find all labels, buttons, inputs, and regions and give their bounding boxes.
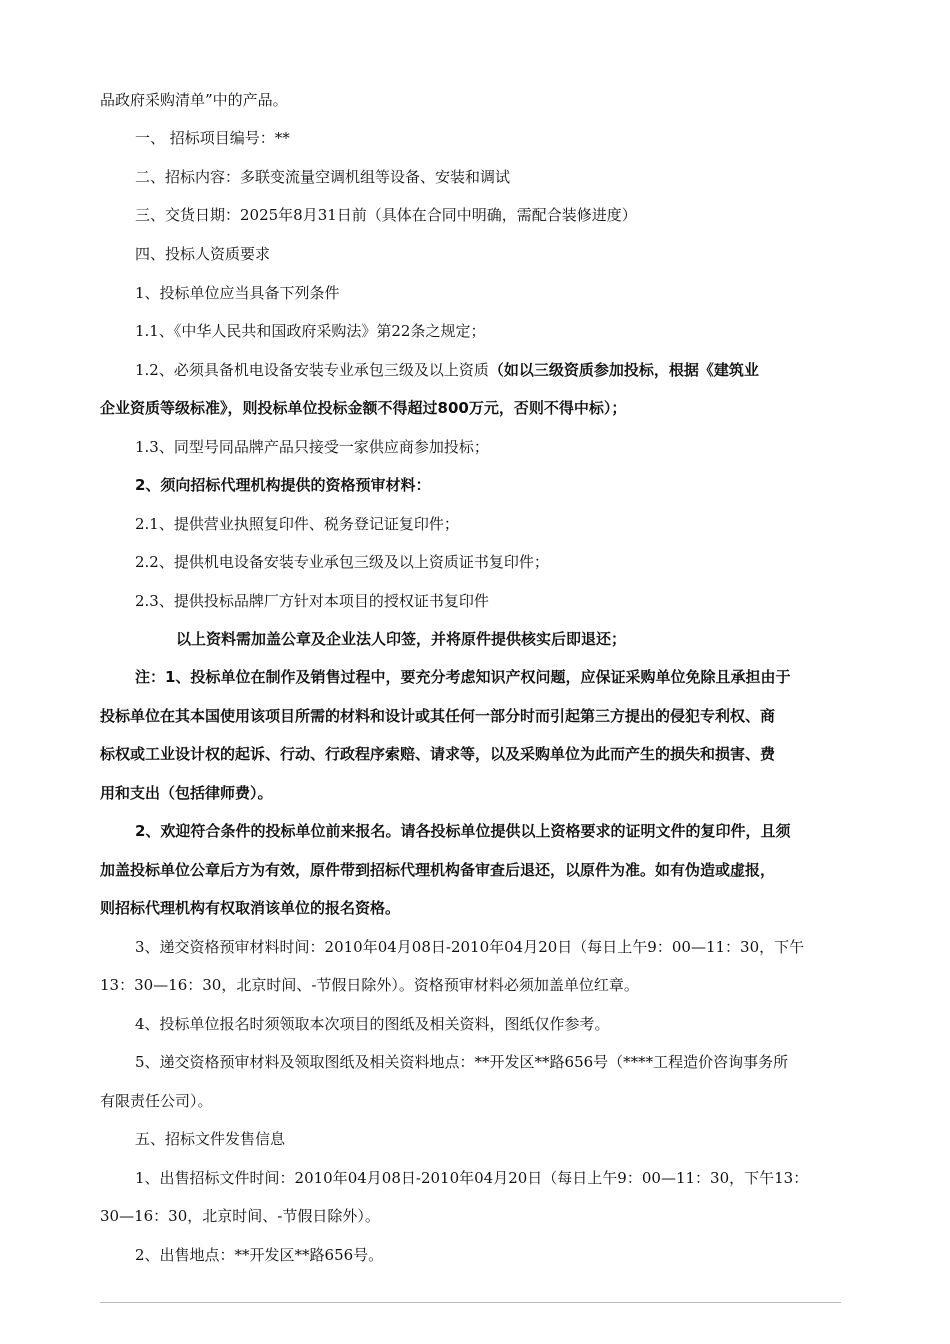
item-5-line-1: 5、递交资格预审材料及领取图纸及相关资料地点：**开发区**路656号（****工程造价咨询事务所	[135, 1053, 789, 1071]
sale-time-line-2: 30—16：30，北京时间、-节假日除外）。	[100, 1207, 380, 1225]
item-1-2-bold: （如以三级资质参加投标，根据《建筑业	[488, 361, 759, 379]
note-1-line-4: 用和支出（包括律师费）。	[100, 784, 273, 802]
note-1-line-3: 标权或工业设计权的起诉、行动、行政程序索赔、请求等，以及采购单位为此而产生的损失和损害、费	[100, 745, 776, 763]
note-2-line-2: 加盖投标单位公章后方为有效，原件带到招标代理机构备审查后退还，以原件为准。如有伪造或虚报，	[100, 861, 776, 879]
section-2-heading: 二、招标内容：多联变流量空调机组等设备、安装和调试	[135, 168, 511, 186]
item-5-line-2: 有限责任公司）。	[100, 1092, 213, 1110]
seal-note: 以上资料需加盖公章及企业法人印签，并将原件提供核实后即退还；	[176, 630, 627, 648]
item-1: 1、投标单位应当具备下列条件	[135, 284, 340, 302]
item-2-1: 2.1、提供营业执照复印件、税务登记证复印件；	[135, 515, 459, 533]
section-3-heading: 三、交货日期：2025年8月31日前（具体在合同中明确，需配合装修进度）	[135, 206, 637, 224]
text-line-1: 品政府采购清单”中的产品。	[100, 91, 288, 109]
item-1-3: 1.3、同型号同品牌产品只接受一家供应商参加投标；	[135, 438, 489, 456]
item-3-line-1: 3、递交资格预审材料时间：2010年04月08日-2010年04月20日（每日上午9：00—11：30，下午	[135, 938, 805, 956]
note-2-line-1: 2、欢迎符合条件的投标单位前来报名。请各投标单位提供以上资格要求的证明文件的复印件，且须	[135, 822, 791, 840]
note-2-line-3: 则招标代理机构有权取消该单位的报名资格。	[100, 899, 401, 917]
item-2-2: 2.2、提供机电设备安装专业承包三级及以上资质证书复印件；	[135, 553, 549, 571]
item-2-3: 2.3、提供投标品牌厂方针对本项目的授权证书复印件	[135, 592, 489, 610]
item-1-2-text: 1.2、必须具备机电设备安装专业承包三级及以上资质	[135, 361, 489, 379]
section-5-heading: 五、招标文件发售信息	[135, 1130, 286, 1148]
section-4-heading: 四、投标人资质要求	[135, 245, 271, 263]
item-4: 4、投标单位报名时须领取本次项目的图纸及相关资料，图纸仅作参考。	[135, 1015, 610, 1033]
item-2: 2、须向招标代理机构提供的资格预审材料：	[135, 476, 431, 494]
sale-time-line-1: 1、出售招标文件时间：2010年04月08日-2010年04月20日（每日上午9：00—11：30，下午13：	[135, 1169, 809, 1187]
sale-location: 2、出售地点：**开发区**路656号。	[135, 1246, 384, 1264]
item-1-2-cont: 企业资质等级标准》，则投标单位投标金额不得超过800万元，否则不得中标）；	[100, 399, 627, 417]
note-1-line-1: 注：1、投标单位在制作及销售过程中，要充分考虑知识产权问题，应保证采购单位免除且承担由于	[135, 668, 791, 686]
note-1-line-2: 投标单位在其本国使用该项目所需的材料和设计或其任何一部分时而引起第三方提出的侵犯专利权、商	[100, 707, 776, 725]
section-1-heading: 一、 招标项目编号：**	[135, 129, 290, 147]
item-3-line-2: 13：30—16：30，北京时间、-节假日除外）。资格预审材料必须加盖单位红章。	[100, 976, 639, 994]
footer-divider	[100, 1302, 841, 1303]
item-1-2	[135, 360, 950, 380]
item-1-1: 1.1、《中华人民共和国政府采购法》第22条之规定；	[135, 322, 486, 340]
